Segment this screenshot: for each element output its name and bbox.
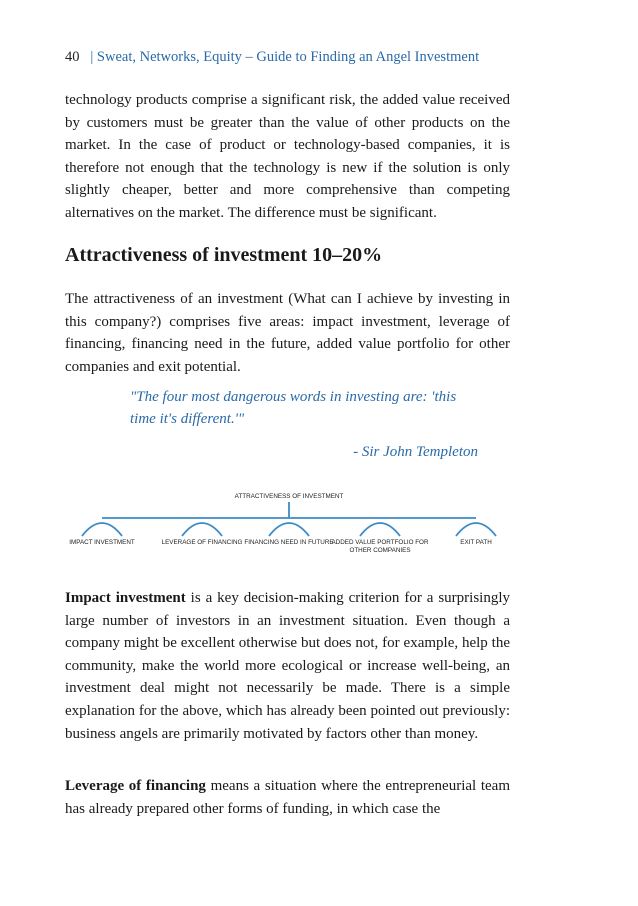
page-number: 40 bbox=[65, 49, 80, 65]
term-leverage-of-financing: Leverage of financing bbox=[65, 778, 206, 794]
running-header bbox=[65, 49, 479, 66]
section-heading: Attractiveness of investment 10–20% bbox=[65, 244, 383, 266]
diagram-node-leverage-of-financing: LEVERAGE OF FINANCING bbox=[161, 539, 243, 546]
header-separator: | bbox=[90, 49, 94, 65]
term-impact-investment: Impact investment bbox=[65, 590, 186, 606]
diagram-node-arc-1 bbox=[182, 523, 222, 536]
diagram-node-financing-need: FINANCING NEED IN FUTURE bbox=[244, 539, 334, 546]
running-title: Sweat, Networks, Equity – Guide to Finding an Angel Investment bbox=[96, 49, 480, 65]
body-paragraph-3 bbox=[65, 587, 510, 745]
body-paragraph-2: The attractiveness of an investment (What can I achieve by investing in this company?) comprises five areas: impact investment, leverage of financing, financing need in the future, added value portfolio for other companies and exit potential. bbox=[65, 291, 510, 375]
diagram-node-exit-path: EXIT PATH bbox=[460, 539, 492, 546]
diagram-node-arc-3 bbox=[360, 523, 400, 536]
attractiveness-diagram bbox=[0, 480, 638, 570]
diagram-node-arc-0 bbox=[82, 523, 122, 536]
body-paragraph-1: technology products comprise a significant risk, the added value received by customers must be greater than the value of other products on the market. In the case of product or technology-based companies, it is therefore not enough that the technology is new if the solution is only slightly cheaper, better and more comprehensive than competing alternatives on the market. The difference must be significant. bbox=[65, 92, 510, 221]
quote-attribution: - Sir John Templeton bbox=[353, 444, 478, 460]
diagram-node-arc-2 bbox=[269, 523, 309, 536]
paragraph-3-text: is a key decision-making criterion for a surprisingly large number of investors in an investment situation. Even though a company might be excellent otherwise but does not, for example, help the community, make the world more ecological or increase well-being, an investment deal might not necessarily be made. There is a simple explanation for the above, which has already been pointed out previously: business angels are primarily motivated by factors other than money. bbox=[65, 590, 511, 742]
diagram-root-label: ATTRACTIVENESS OF INVESTMENT bbox=[234, 493, 344, 500]
diagram-node-added-value-portfolio: ADDED VALUE PORTFOLIO FOR OTHER COMPANIES bbox=[331, 539, 429, 554]
paragraph-4-text: means a situation where the entrepreneurial team has already prepared other forms of funding, in which case the bbox=[65, 778, 510, 817]
quote-text: "The four most dangerous words in investing are: 'this time it's different.'" bbox=[130, 389, 457, 427]
diagram-node-impact-investment: IMPACT INVESTMENT bbox=[69, 539, 135, 546]
body-paragraph-4 bbox=[65, 775, 510, 820]
diagram-node-arc-4 bbox=[456, 523, 496, 536]
